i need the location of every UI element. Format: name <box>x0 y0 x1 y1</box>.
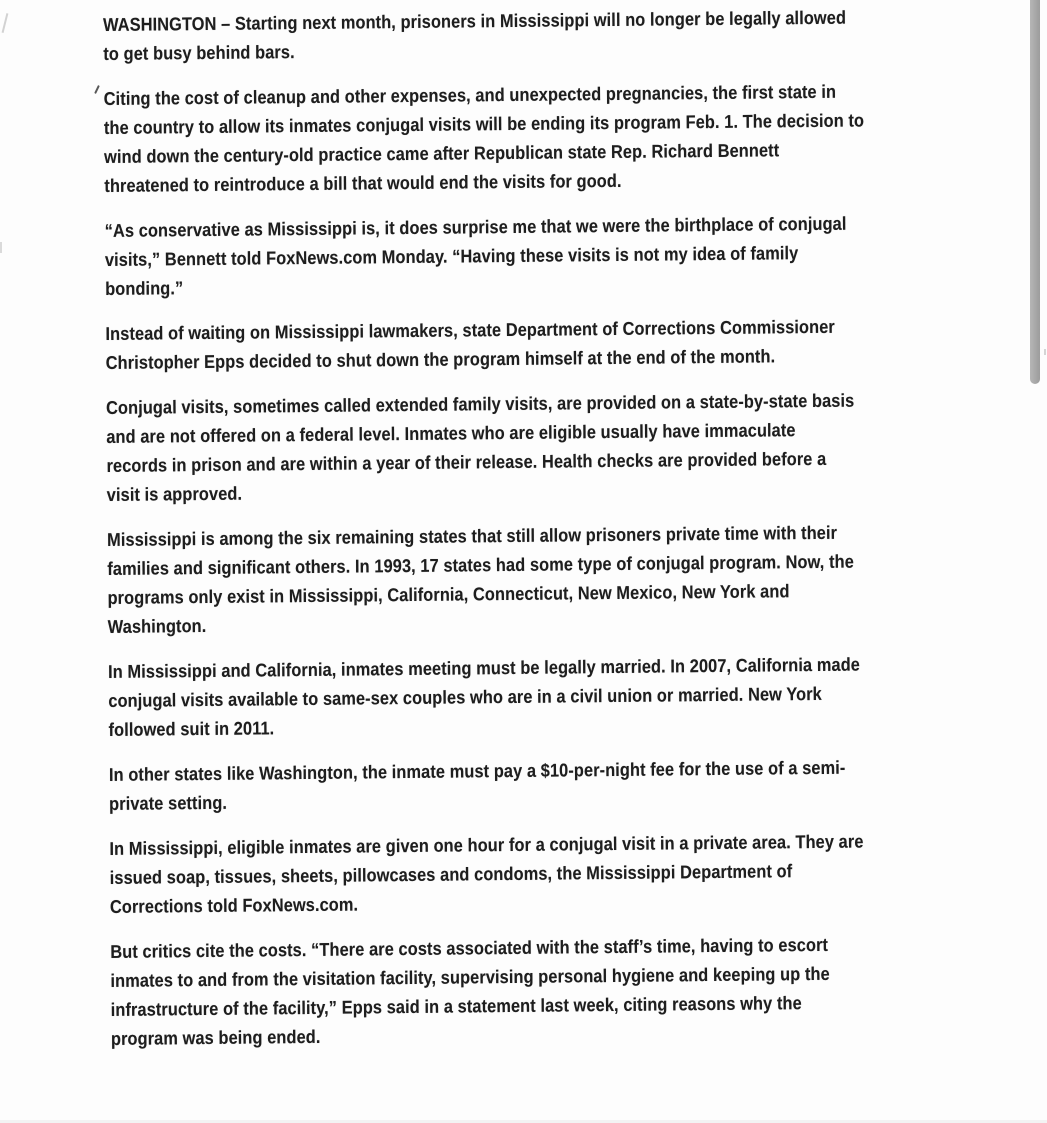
article-paragraph-10: But critics cite the costs. “There are costs associated with the staff’s time, having to escort inmates to and from the visitation facility, supervising personal hygiene and keeping up the infrastructure of the facility,” Epps said in a statement last week, citing reasons why the program was being ended. <box>110 933 830 1049</box>
article-paragraph-1: WASHINGTON – Starting next month, prisoners in Mississippi will no longer be legally allowed to get busy behind bars. <box>103 6 847 64</box>
pen-tick-mark <box>94 85 100 94</box>
scan-edge-mark-left <box>0 242 2 253</box>
article-paragraph-6: Mississippi is among the six remaining states that still allow prisoners private time with their families and significant others. In 1993, 17 states had some type of conjugal program. Now, the programs only exist in Mississippi, California, Connecticut, New Mexico, New York and Washington. <box>107 521 854 637</box>
article-paragraph-4: Instead of waiting on Mississippi lawmakers, state Department of Corrections Commissioner Christopher Epps decided to shut down the program himself at the end of the month. <box>105 315 835 373</box>
article-paragraph-5: Conjugal visits, sometimes called extended family visits, are provided on a state-by-state basis and are not offered on a federal level. Inmates who are eligible usually have immaculate records in prison and are within a year of their release. Health checks are provided before a visit is approved. <box>105 389 855 505</box>
scrollbar-thumb[interactable] <box>1030 0 1040 384</box>
scan-edge-mark-right <box>1044 349 1046 355</box>
article-body <box>103 2 947 1069</box>
article-paragraph-7: In Mississippi and California, inmates meeting must be legally married. In 2007, California made conjugal visits available to same-sex couples who are in a civil union or married. New York followed suit in 2011. <box>108 653 861 740</box>
scan-scratch-artifact <box>2 13 8 33</box>
article-paragraph-2: Citing the cost of cleanup and other expenses, and unexpected pregnancies, the first state in the country to allow its inmates conjugal visits will be ending its program Feb. 1. The decision to wind down the century-old practice came after Republican state Rep. Richard Bennett threatened to reintroduce a bill that would end the visits for good. <box>103 80 865 196</box>
article-paragraph-3: “As conservative as Mississippi is, it does surprise me that we were the birthplace of conjugal visits,” Bennett told FoxNews.com Monday. “Having these visits is not my idea of family bonding.” <box>104 212 847 299</box>
article-paragraph-8: In other states like Washington, the inmate must pay a $10-per-night fee for the use of a semi- private setting. <box>108 756 846 814</box>
article-paragraph-9: In Mississippi, eligible inmates are given one hour for a conjugal visit in a private area. They are issued soap, tissues, sheets, pillowcases and condoms, the Mississippi Department of Corrections told FoxNews.com. <box>109 830 864 917</box>
